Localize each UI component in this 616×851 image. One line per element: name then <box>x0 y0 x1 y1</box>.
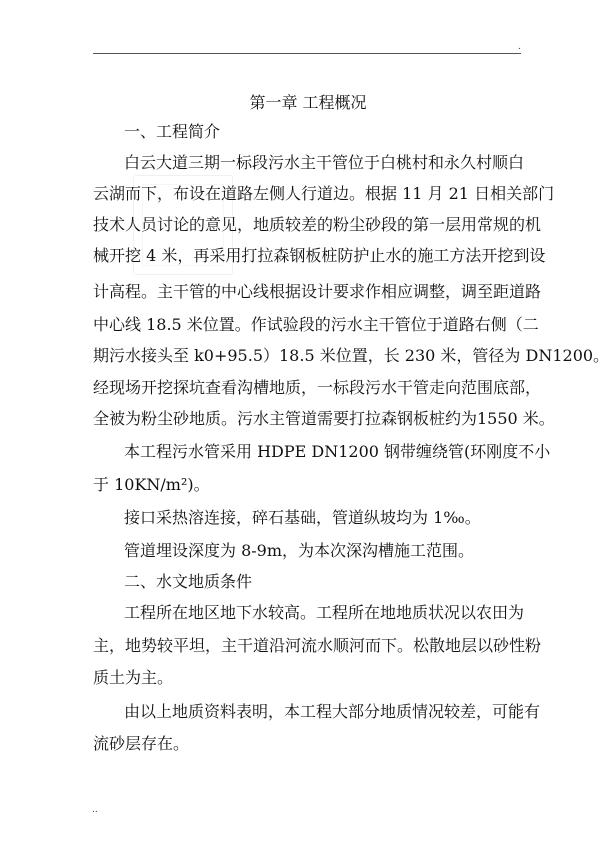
body-line: 接口采热溶连接，碎石基础，管道纵坡均为 1‰。 <box>124 508 481 527</box>
body-line: 械开挖 4 米，再采用打拉森钢板桩防护止水的施工方法开挖到设 <box>93 246 546 265</box>
body-line: 云湖而下，布设在道路左侧人行道边。根据 11 月 21 日相关部门 <box>93 184 555 203</box>
body-line: 本工程污水管采用 HDPE DN1200 钢带缠绕管(环刚度不小 <box>124 442 551 461</box>
body-line: 计高程。主干管的中心线根据设计要求作相应调整，调至距道路 <box>93 282 542 301</box>
body-line: 经现场开挖探坑查看沟槽地质，一标段污水干管走向范围底部， <box>93 378 542 397</box>
body-line: 工程所在地区地下水较高。工程所在地地质状况以农田为 <box>124 603 525 622</box>
body-line: 技术人员讨论的意见，地质较差的粉尘砂段的第一层用常规的机 <box>93 215 542 234</box>
section-heading-1: 一、工程简介 <box>124 122 221 141</box>
body-line: 全被为粉尘砂地质。污水主管道需要打拉森钢板桩约为1550 米。 <box>93 409 555 428</box>
body-line: 于 10KN/m²)。 <box>93 475 210 494</box>
body-line: 白云大道三期一标段污水主干管位于白桃村和永久村顺白 <box>124 153 525 172</box>
body-line: 流砂层存在。 <box>93 734 190 753</box>
chapter-title: 第一章 工程概况 <box>249 93 367 112</box>
section-heading-2: 二、水文地质条件 <box>124 572 253 591</box>
body-line: 质土为主。 <box>93 668 174 687</box>
body-line: 期污水接头至 k0+95.5）18.5 米位置，长 230 米，管径为 DN1200。 <box>93 346 610 365</box>
body-line: 主，地势较平坦，主干道沿河流水顺河而下。松散地层以砂性粉 <box>93 636 542 655</box>
header-rule <box>93 53 521 54</box>
body-line: 中心线 18.5 米位置。作试验段的污水主干管位于道路右侧（二 <box>93 315 539 334</box>
footer-mark: .. <box>92 805 98 815</box>
body-line: 由以上地质资料表明，本工程大部分地质情况较差，可能有 <box>124 702 541 721</box>
header-mark: . <box>518 42 521 52</box>
body-line: 管道埋设深度为 8-9m，为本次深沟槽施工范围。 <box>124 541 475 560</box>
